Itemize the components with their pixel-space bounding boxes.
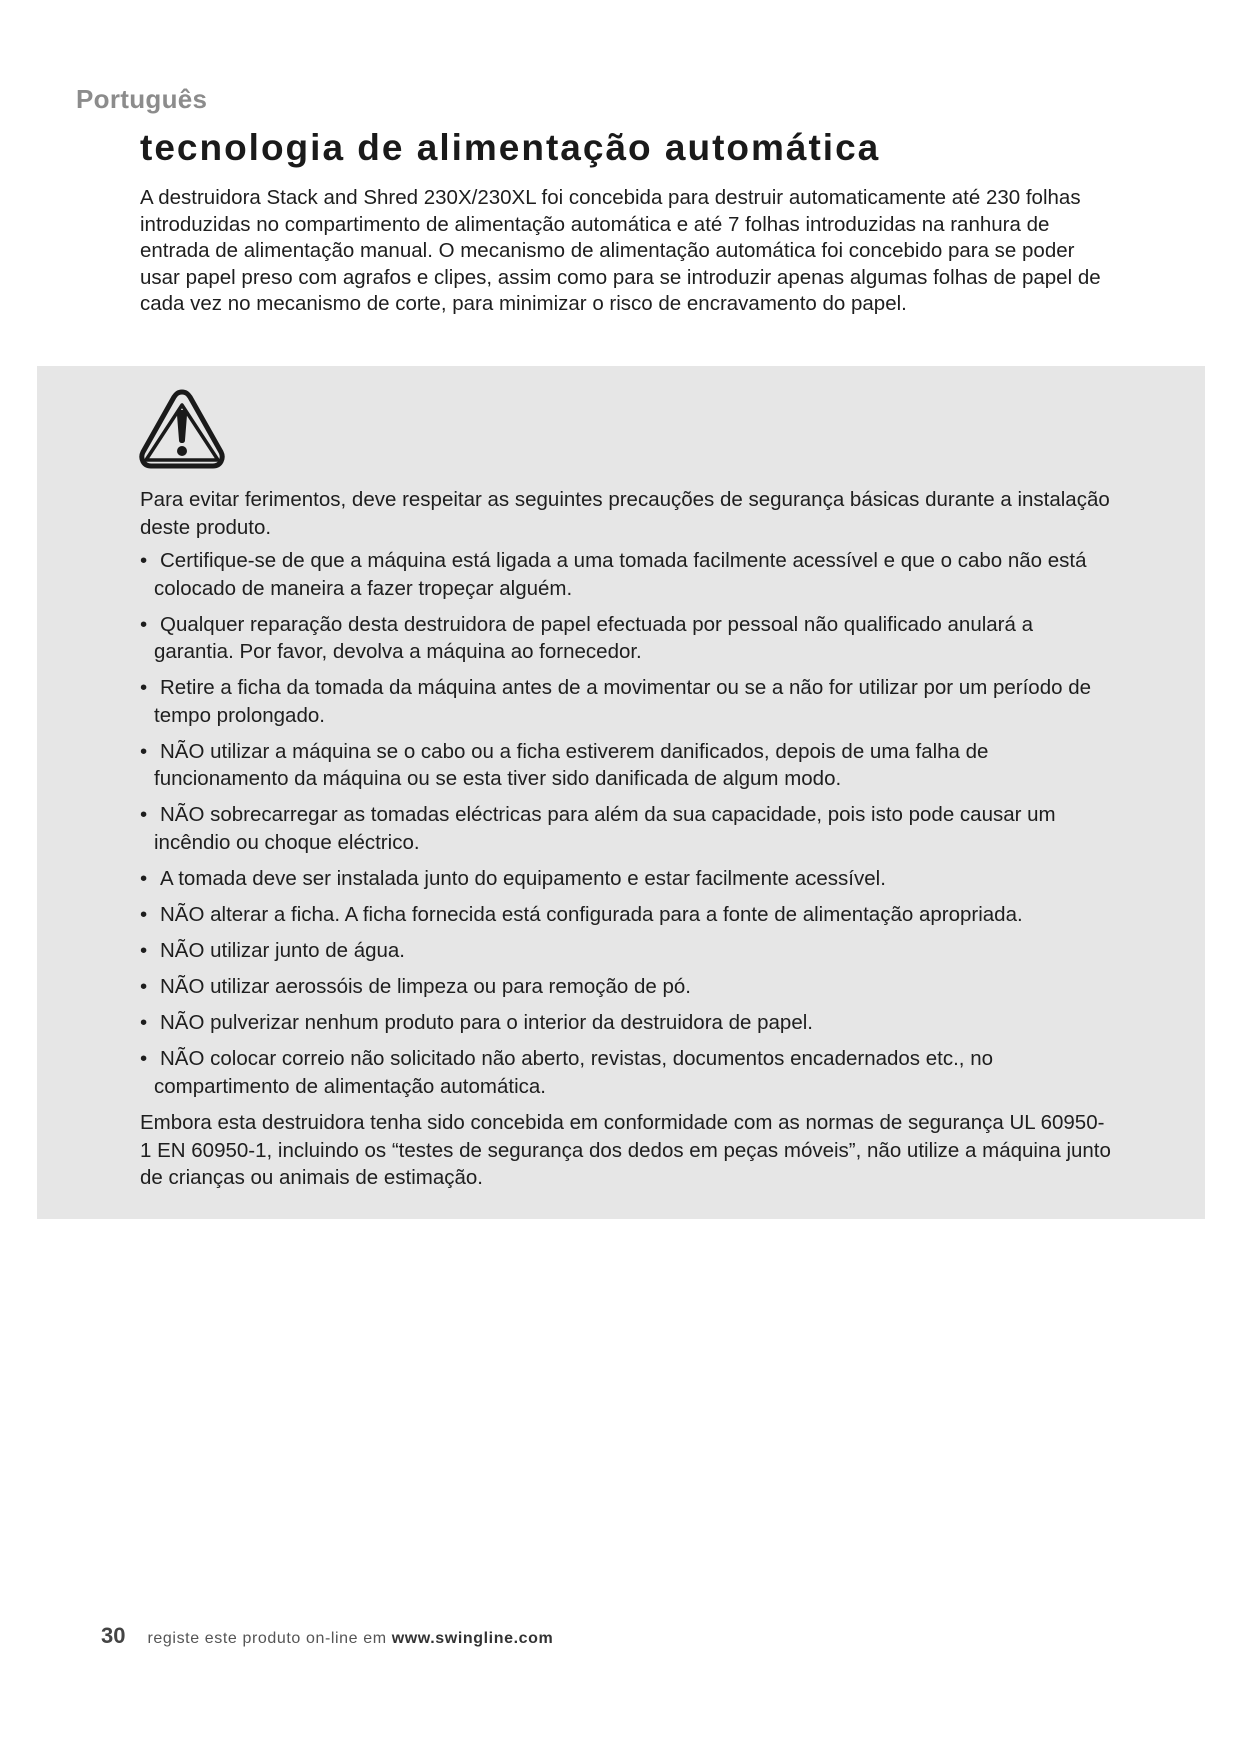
list-item: • NÃO utilizar junto de água. [140,937,1115,965]
bullet: • [140,612,148,636]
page-footer [101,1623,553,1649]
list-item: • A tomada deve ser instalada junto do equipamento e estar facilmente acessível. [140,865,1115,893]
bullet: • [140,866,148,890]
list-item: • NÃO utilizar a máquina se o cabo ou a ficha estiverem danificados, depois de uma falha de funcionamento da máquina ou se esta tiver sido danificada de algum modo. [140,739,989,791]
list-item: • NÃO alterar a ficha. A ficha fornecida está configurada para a fonte de alimentação apropriada. [140,901,1115,929]
bullet: • [140,739,148,763]
precautions-list [140,547,1115,1100]
warning-closing: Embora esta destruidora tenha sido concebida em conformidade com as normas de segurança UL 60950-1 EN 60950-1, incluindo os “testes de segurança dos dedos em peças móveis”, não utilize a máquina junto de crianças ou animais de estimação. [140,1111,1111,1190]
bullet: • [140,1047,148,1071]
list-item: • Qualquer reparação desta destruidora de papel efectuada por pessoal não qualificado anulará a garantia. Por favor, devolva a máquina ao fornecedor. [140,612,1034,664]
warning-triangle-icon [138,386,226,472]
list-item: • NÃO colocar correio não solicitado não aberto, revistas, documentos encadernados etc., no compartimento de alimentação automática. [140,1047,993,1098]
bullet: • [140,903,148,927]
list-item: • NÃO sobrecarregar as tomadas eléctricas para além da sua capacidade, pois isto pode causar um incêndio ou choque eléctrico. [140,803,1056,854]
website-link[interactable]: www.swingline.com [391,1630,554,1647]
warning-lead: Para evitar ferimentos, deve respeitar as seguintes precauções de segurança básicas durante a instalação deste produto. [140,488,1110,539]
footer-text: registe este produto on-line em [147,1630,387,1647]
bullet: • [140,549,148,572]
bullet: • [140,1011,148,1035]
bullet: • [140,676,148,700]
warning-text-block [140,486,1115,1192]
list-item: • NÃO pulverizar nenhum produto para o interior da destruidora de papel. [140,1009,1115,1037]
list-item: • Certifique-se de que a máquina está ligada a uma tomada facilmente acessível e que o cabo não está colocado de maneira a fazer tropeçar alguém. [140,549,1087,600]
bullet: • [140,975,148,999]
list-item: • NÃO utilizar aerossóis de limpeza ou para remoção de pó. [140,973,1115,1001]
bullet: • [140,939,148,963]
page-number: 30 [101,1623,126,1648]
bullet: • [140,803,148,827]
page-title: tecnologia de alimentação automática [140,127,881,168]
language-label: Português [76,84,208,114]
intro-paragraph: A destruidora Stack and Shred 230X/230XL foi concebida para destruir automaticamente até 230 folhas introduzidas no compartimento de alimentação automática e até 7 folhas introduzidas na ranhura de entrada de alimentação manual. O mecanismo de alimentação automática foi concebido para se poder usar papel preso com agrafos e clipes, assim como para se introduzir apenas algumas folhas de papel de cada vez no mecanismo de corte, para minimizar o risco de encravamento do papel. [140,186,1101,315]
list-item: • Retire a ficha da tomada da máquina antes de a movimentar ou se a não for utilizar por um período de tempo prolongado. [140,676,1092,727]
